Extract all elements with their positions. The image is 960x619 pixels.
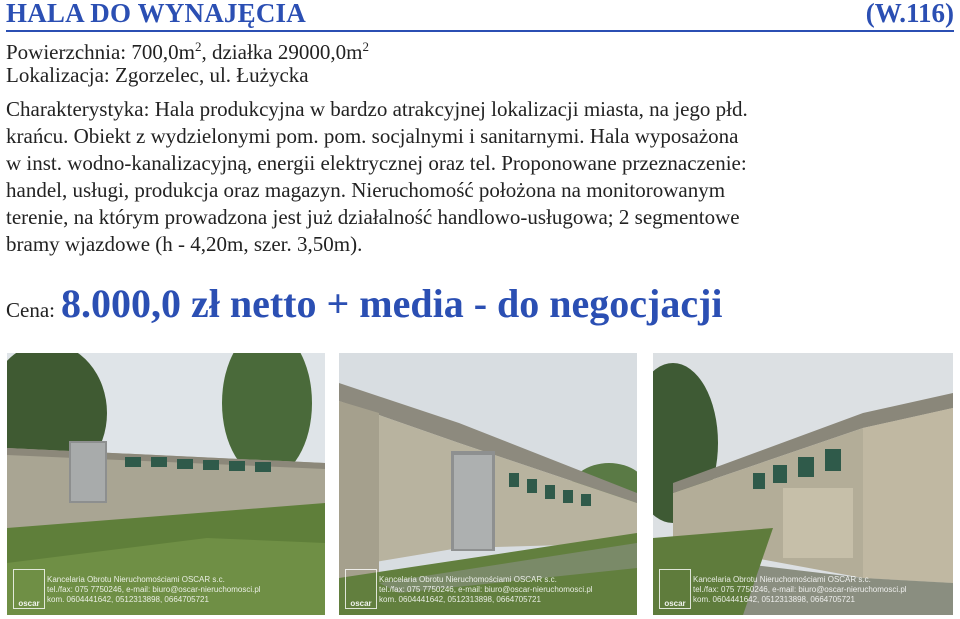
photo-watermark: Kancelaria Obrotu Nieruchomościami OSCAR s.c. tel./fax: 075 7750246, e-mail: biuro@oscar-nieruchomosci.pl kom. 0604441642, 0512313898, 0664705721 bbox=[47, 575, 261, 604]
description-line: handel, usługi, produkcja oraz magazyn. Nieruchomość położona na monitorowanym bbox=[6, 178, 726, 202]
oscar-logo-icon: oscar bbox=[13, 569, 45, 609]
description-line: Charakterystyka: Hala produkcyjna w bardzo atrakcyjnej lokalizacji miasta, na jego płd. bbox=[6, 97, 748, 121]
photo-watermark: Kancelaria Obrotu Nieruchomościami OSCAR s.c. tel./fax: 075 7750246, e-mail: biuro@oscar-nieruchomosci.pl kom. 0604441642, 0512313898, 0664705721 bbox=[379, 575, 593, 604]
plot-text: , działka 29000,0m bbox=[201, 40, 363, 64]
photo-hall-1 bbox=[6, 352, 326, 616]
oscar-logo-icon: oscar bbox=[659, 569, 691, 609]
photo-watermark: Kancelaria Obrotu Nieruchomościami OSCAR s.c. tel./fax: 075 7750246, e-mail: biuro@oscar-nieruchomosci.pl kom. 0604441642, 0512313898, 0664705721 bbox=[693, 575, 907, 604]
location-line: Lokalizacja: Zgorzelec, ul. Łużycka bbox=[6, 63, 309, 87]
plot-exponent: 2 bbox=[362, 39, 369, 54]
photo-hall-3 bbox=[652, 352, 954, 616]
price-label: Cena: bbox=[6, 298, 55, 322]
listing-title: HALA DO WYNAJĘCIA bbox=[6, 0, 306, 28]
listing-code: (W.116) bbox=[865, 0, 954, 28]
area-text: Powierzchnia: 700,0m bbox=[6, 40, 195, 64]
description-line: w inst. wodno-kanalizacyjną, energii elektrycznej oraz tel. Proponowane przeznaczenie: bbox=[6, 151, 747, 175]
price-row bbox=[6, 280, 723, 327]
oscar-logo-icon: oscar bbox=[345, 569, 377, 609]
description-line: bramy wjazdowe (h - 4,20m, szer. 3,50m). bbox=[6, 232, 363, 256]
photo-hall-2 bbox=[338, 352, 638, 616]
price-value: 8.000,0 zł netto + media - do negocjacji bbox=[60, 281, 723, 326]
listing-header bbox=[6, 0, 954, 32]
description-line: terenie, na którym prowadzona jest już działalność handlowo-usługowa; 2 segmentowe bbox=[6, 205, 740, 229]
description bbox=[6, 96, 954, 258]
description-line: krańcu. Obiekt z wydzielonymi pom. pom. socjalnymi i sanitarnymi. Hala wyposażona bbox=[6, 124, 739, 148]
area-line bbox=[6, 34, 369, 65]
area-exponent: 2 bbox=[194, 39, 202, 54]
